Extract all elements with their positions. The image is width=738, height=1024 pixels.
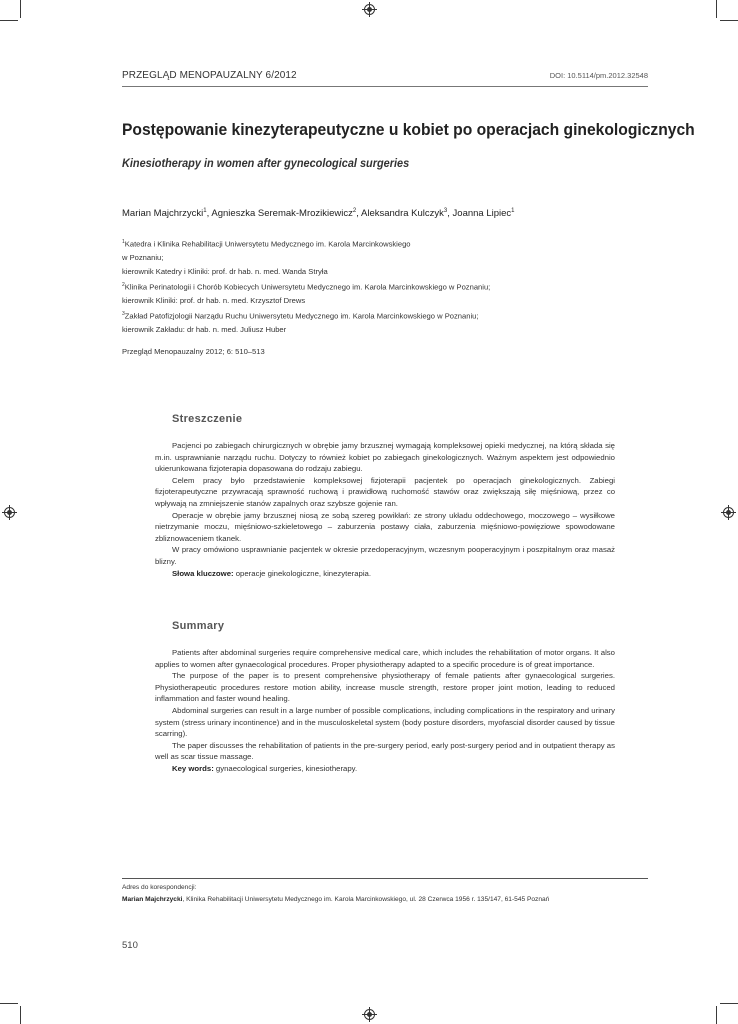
correspondence-text: , Klinika Rehabilitacji Uniwersytetu Medycznego im. Karola Marcinkowskiego, ul. 28 Czerwca 1956 r. 135/147, 61-545 Poznań (182, 895, 550, 903)
paragraph: Celem pracy było przedstawienie kompleksowej fizjoterapii pacjentek po operacjach ginekologicznych. Zabiegi fizjoterapeutyczne przywracają sprawność ruchową i prawidłową ruchomość stawów oraz zwiększają siłę mięśniową, przez co wpływają na zmniejszenie stanów zapalnych oraz szybsze gojenie ran. (155, 475, 615, 508)
streszczenie-body (155, 440, 615, 579)
keywords-text: gynaecological surgeries, kinesiotherapy. (213, 763, 358, 773)
correspondence-address (122, 894, 549, 906)
affiliation-line: kierownik Kliniki: prof. dr hab. n. med. Krzysztof Drews (122, 296, 306, 306)
author-name: Marian Majchrzycki (122, 208, 204, 220)
affiliation-line: kierownik Katedry i Kliniki: prof. dr hab. n. med. Wanda Stryła (122, 267, 328, 277)
author-name: Aleksandra Kulczyk (361, 208, 444, 220)
header-divider (122, 86, 648, 87)
author-separator: , (447, 208, 453, 220)
correspondence-label: Adres do korespondencji: (122, 884, 197, 891)
crop-mark (716, 0, 717, 18)
registration-mark-icon (364, 1009, 375, 1020)
crop-mark (20, 1006, 21, 1024)
keywords-label: Key words: (172, 763, 214, 773)
crop-mark (0, 20, 18, 21)
author-separator: , (356, 208, 361, 220)
author-affiliation-number: 1 (511, 208, 515, 214)
keywords (155, 763, 615, 775)
crop-mark (716, 1006, 717, 1024)
affiliation-line: w Poznaniu; (122, 253, 164, 263)
streszczenie-heading: Streszczenie (172, 413, 243, 425)
running-header (122, 70, 648, 81)
paragraph: The purpose of the paper is to present comprehensive physiotherapy of female patients after gynaecological surgeries. Physiotherapeutic procedures restore motion ability, increase muscle strength, restore proper joint motion, leading to reduced inflammation and faster wound healing. (155, 671, 615, 704)
author-separator: , (206, 208, 212, 220)
author-name: Joanna Lipiec (452, 208, 512, 220)
correspondence-name: Marian Majchrzycki (122, 895, 183, 903)
correspondence (122, 882, 549, 905)
crop-mark (720, 20, 738, 21)
affiliation-text: Zakład Patofizjologii Narządu Ruchu Uniwersytetu Medycznego im. Karola Marcinkowskiego w Poznaniu; (124, 311, 479, 321)
crop-mark (720, 1003, 738, 1004)
affiliations (122, 236, 642, 337)
article-subtitle: Kinesiotherapy in women after gynecological surgeries (122, 158, 410, 170)
keywords-text: operacje ginekologiczne, kinezyterapia. (233, 568, 372, 578)
registration-mark-icon (723, 507, 734, 518)
keywords (155, 568, 615, 580)
author-affiliation-number: 3 (443, 208, 448, 214)
crop-mark (20, 0, 21, 18)
paragraph: W pracy omówiono usprawnianie pacjentek w okresie przedoperacyjnym, wczesnym pooperacyjnym i poszpitalnym oraz masaż blizny. (155, 545, 615, 566)
footnote-divider (122, 878, 648, 879)
author-affiliation-number: 1 (203, 208, 207, 214)
author-list (122, 208, 515, 219)
paragraph: Operacje w obrębie jamy brzusznej niosą ze sobą szereg powikłań: ze strony układu oddechowego, moczowego – wysiłkowe nietrzymanie moczu, mięśniowo-szkieletowego – zaburzenia postawy ciała, zaburzenia mięśniowo-powięziowe spowodowane zbliznowaceniem tkanek. (155, 510, 615, 543)
registration-mark-icon (364, 4, 375, 15)
affiliation-text: Katedra i Klinika Rehabilitacji Uniwersytetu Medycznego im. Karola Marcinkowskiego (124, 239, 411, 249)
affiliation-number: 2 (122, 281, 125, 288)
affiliation-line (122, 279, 642, 294)
doi: DOI: 10.5114/pm.2012.32548 (549, 71, 648, 80)
paragraph: Pacjenci po zabiegach chirurgicznych w obrębie jamy brzusznej wymagają kompleksowej opieki medycznej, na którą składa się m.in. usprawnianie narządu ruchu. Dotyczy to również kobiet po zabiegach ginekologicznych. Ważnym aspektem jest odpowiednio ukierunkowana fizjoterapia dopasowana do rodzaju zabiegu. (155, 441, 615, 474)
summary-heading: Summary (172, 620, 225, 632)
registration-mark-icon (4, 507, 15, 518)
crop-mark (0, 1003, 18, 1004)
paragraph: Patients after abdominal surgeries require comprehensive medical care, which includes the rehabilitation of motor organs. It also applies to women after gynaecological procedures. Proper physiotherapy adapted to a specific procedure is of great importance. (155, 648, 615, 669)
keywords-label: Słowa kluczowe: (172, 568, 234, 578)
author-affiliation-number: 2 (352, 208, 357, 214)
paragraph: Abdominal surgeries can result in a large number of possible complications, including complications in the respiratory and urinary system (stress urinary incontinence) and in the musculoskeletal system (body posture disorders, myofascial disorder caused by tissue scarring). (155, 705, 615, 739)
summary-body (155, 647, 615, 775)
page-number: 510 (122, 940, 138, 951)
citation: Przegląd Menopauzalny 2012; 6: 510–513 (122, 347, 265, 356)
affiliation-line (122, 236, 642, 251)
article-title: Postępowanie kinezyterapeutyczne u kobiet po operacjach ginekologicznych (122, 120, 695, 139)
affiliation-number: 3 (122, 311, 125, 318)
affiliation-text: Klinika Perinatologii i Chorób Kobiecych Uniwersytetu Medycznego im. Karola Marcinkowskiego w Poznaniu; (124, 282, 491, 292)
journal-name: PRZEGLĄD MENOPAUZALNY 6/2012 (122, 70, 297, 81)
affiliation-line (122, 308, 642, 323)
author-name: Agnieszka Seremak-Mrozikiewicz (211, 208, 353, 220)
affiliation-line: kierownik Zakładu: dr hab. n. med. Juliusz Huber (122, 325, 287, 335)
paragraph: The paper discusses the rehabilitation of patients in the pre-surgery period, early post-surgery period and in outpatient therapy as well as scar tissue massage. (155, 740, 615, 762)
affiliation-number: 1 (122, 239, 125, 245)
